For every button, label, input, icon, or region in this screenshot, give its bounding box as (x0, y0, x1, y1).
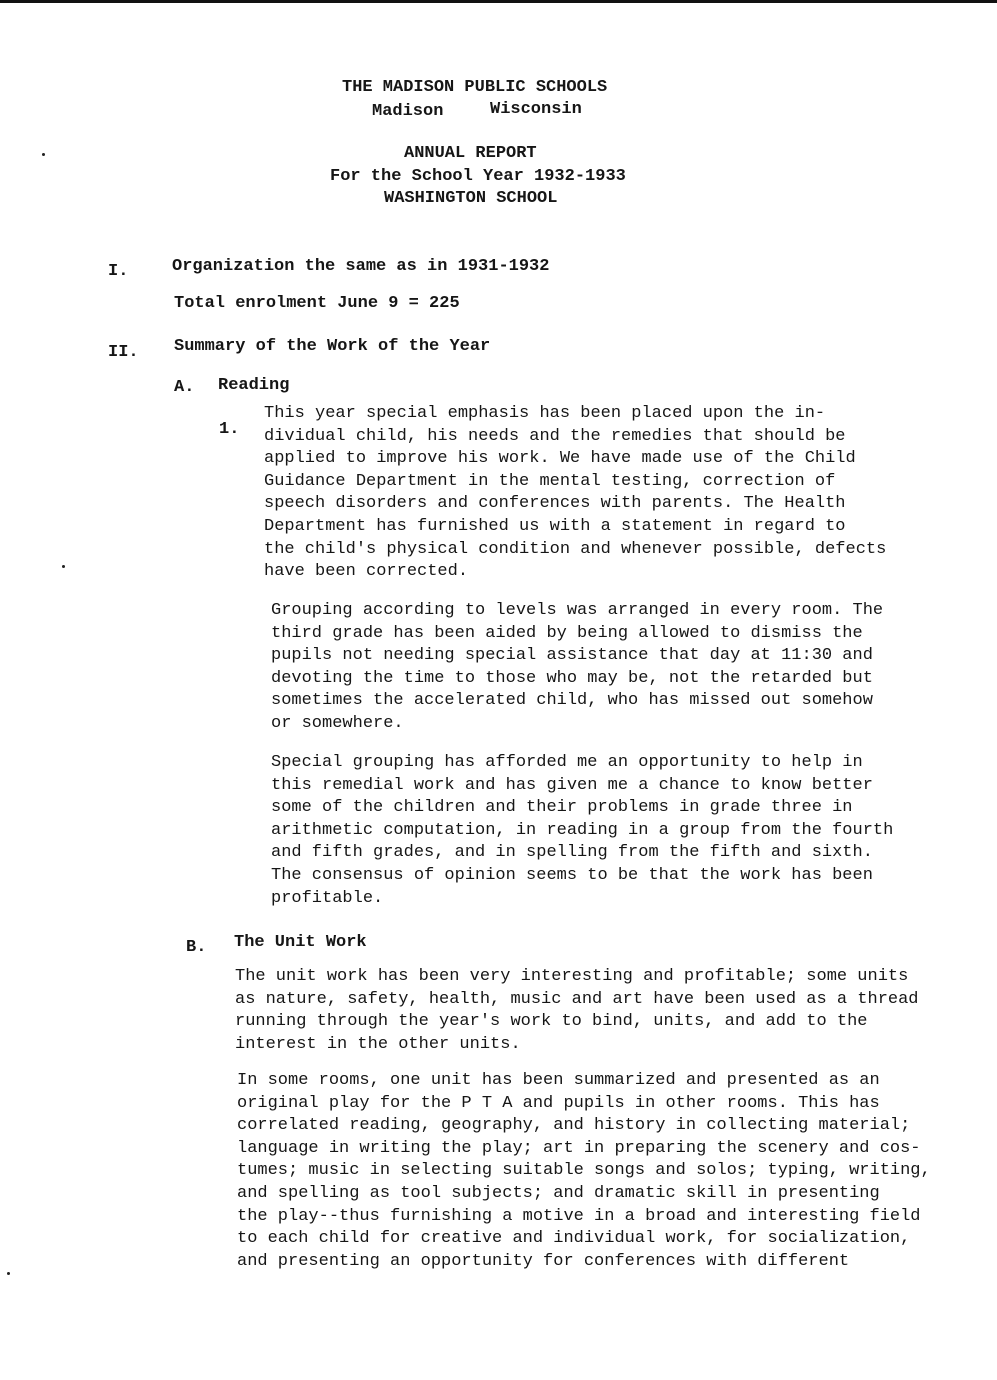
text-line: have been corrected. (264, 562, 469, 582)
text-line: The unit work has been very interesting and profitable; some units (235, 967, 909, 986)
text-line: running through the year's work to bind, units, and add to the (235, 1012, 868, 1032)
text-line: The consensus of opinion seems to be that the work has been (271, 865, 873, 885)
text-line: the child's physical condition and whenever possible, defects (264, 539, 887, 559)
city-label: Madison (372, 102, 444, 121)
unit-work-paragraph-1 (235, 966, 919, 1056)
text-line: Grouping according to levels was arranged in every room. The (271, 601, 884, 620)
state-label: Wisconsin (490, 100, 582, 119)
reading-paragraph-3 (271, 752, 893, 910)
organization-line: Organization the same as in 1931-1932 (172, 257, 550, 276)
text-line: devoting the time to those who may be, not the retarded but (271, 668, 873, 688)
text-line: some of the children and their problems in grade three in (271, 798, 853, 818)
text-line: and fifth grades, and in spelling from the fifth and sixth. (271, 843, 873, 863)
text-line: to each child for creative and individual work, for socialization, (237, 1229, 911, 1249)
school-name: WASHINGTON SCHOOL (384, 189, 558, 208)
text-line: pupils not needing special assistance that day at 11:30 and (271, 646, 873, 666)
item-number: 1. (219, 420, 240, 439)
enrolment-line: Total enrolment June 9 = 225 (174, 294, 460, 313)
text-line: and presenting an opportunity for conferences with different (237, 1251, 850, 1271)
part-a-letter: A. (174, 378, 195, 397)
part-b-letter: B. (186, 938, 207, 957)
section-1-numeral: I. (108, 262, 129, 281)
text-line: third grade has been aided by being allowed to dismiss the (271, 623, 863, 643)
text-line: In some rooms, one unit has been summarized and presented as an (237, 1071, 880, 1090)
text-line: profitable. (271, 888, 384, 908)
text-line: applied to improve his work. We have made use of the Child (264, 449, 856, 469)
text-line: sometimes the accelerated child, who has missed out somehow (271, 691, 873, 711)
unit-work-paragraph-2 (237, 1070, 931, 1273)
text-line: or somewhere. (271, 713, 404, 733)
text-line: original play for the P T A and pupils in other rooms. This has (237, 1093, 880, 1113)
school-year-line: For the School Year 1932-1933 (330, 167, 626, 186)
section-2-title: Summary of the Work of the Year (174, 337, 491, 356)
part-b-title: The Unit Work (234, 933, 367, 952)
text-line: correlated reading, geography, and history in collecting material; (237, 1116, 911, 1136)
text-line: tumes; music in selecting suitable songs and solos; typing, writing, (237, 1161, 931, 1181)
section-2-numeral: II. (108, 343, 139, 362)
text-line: arithmetic computation, in reading in a group from the fourth (271, 820, 894, 840)
text-line: Guidance Department in the mental testing, correction of (264, 471, 836, 491)
text-line: language in writing the play; art in preparing the scenery and cos- (237, 1138, 921, 1158)
text-line: speech disorders and conferences with parents. The Health (264, 494, 846, 514)
text-line: This year special emphasis has been placed upon the in- (264, 404, 826, 423)
text-line: this remedial work and has given me a chance to know better (271, 775, 873, 795)
text-line: and spelling as tool subjects; and dramatic skill in presenting (237, 1183, 880, 1203)
school-system-heading: THE MADISON PUBLIC SCHOOLS (342, 78, 608, 97)
report-title: ANNUAL REPORT (404, 144, 537, 163)
part-a-title: Reading (218, 376, 290, 395)
text-line: the play--thus furnishing a motive in a broad and interesting field (237, 1206, 921, 1226)
text-line: as nature, safety, health, music and art have been used as a thread (235, 989, 919, 1009)
text-line: interest in the other units. (235, 1034, 521, 1054)
text-line: Department has furnished us with a statement in regard to (264, 516, 846, 536)
text-line: Special grouping has afforded me an opportunity to help in (271, 753, 863, 772)
text-line: dividual child, his needs and the remedies that should be (264, 426, 846, 446)
reading-paragraph-2 (271, 600, 883, 736)
reading-paragraph-1 (264, 403, 886, 584)
